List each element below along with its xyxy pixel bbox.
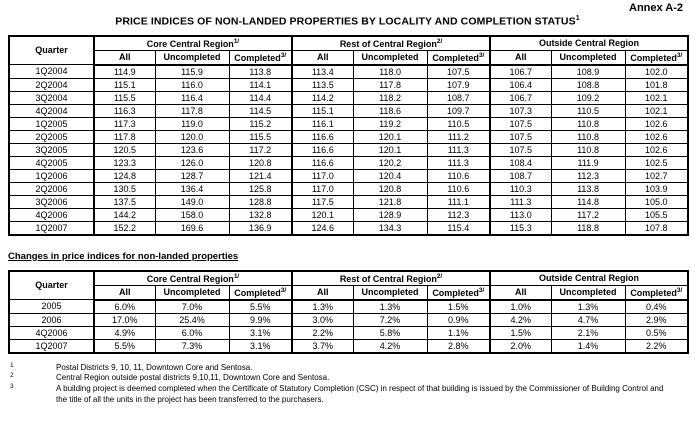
footnote-3 (8, 384, 687, 406)
value-cell: 115.1 (94, 78, 155, 91)
quarter-cell: 2005 (9, 300, 94, 314)
quarter-cell: 1Q2005 (9, 117, 94, 130)
column-header-outside-central-region-uncompleted: Uncompleted (551, 50, 625, 65)
value-cell: 116.1 (292, 117, 353, 130)
value-cell: 144.2 (94, 208, 155, 221)
value-cell: 5.5% (229, 300, 292, 314)
value-cell: 110.6 (427, 182, 490, 195)
table-row-1q2006 (9, 169, 688, 182)
value-cell: 2.1% (551, 326, 625, 339)
value-cell: 115.9 (155, 65, 229, 79)
value-cell: 128.7 (155, 169, 229, 182)
value-cell: 115.1 (292, 104, 353, 117)
value-cell: 120.2 (353, 156, 427, 169)
value-cell: 2.2% (625, 339, 688, 353)
value-cell: 119.0 (155, 117, 229, 130)
value-cell: 110.5 (427, 117, 490, 130)
value-cell: 117.2 (229, 143, 292, 156)
value-cell: 2.2% (292, 326, 353, 339)
footnote-2 (8, 373, 687, 384)
value-cell: 1.3% (551, 300, 625, 314)
value-cell: 9.9% (229, 313, 292, 326)
value-cell: 1.3% (292, 300, 353, 314)
value-cell: 108.8 (551, 78, 625, 91)
value-cell: 114.4 (229, 91, 292, 104)
value-cell: 130.5 (94, 182, 155, 195)
value-cell: 1.1% (427, 326, 490, 339)
value-cell: 120.5 (94, 143, 155, 156)
value-cell: 111.9 (551, 156, 625, 169)
quarter-cell: 1Q2007 (9, 221, 94, 235)
value-cell: 136.9 (229, 221, 292, 235)
price-index-table-body (9, 65, 688, 235)
value-cell: 108.7 (490, 169, 551, 182)
value-cell: 120.1 (353, 130, 427, 143)
value-cell: 2.9% (625, 313, 688, 326)
value-cell: 106.7 (490, 65, 551, 79)
value-cell: 1.5% (427, 300, 490, 314)
value-cell: 149.0 (155, 195, 229, 208)
value-cell: 0.4% (625, 300, 688, 314)
price-index-table-header (9, 36, 688, 65)
value-cell: 117.8 (155, 104, 229, 117)
value-cell: 114.9 (94, 65, 155, 79)
page-title-text: PRICE INDICES OF NON-LANDED PROPERTIES BY LOCALITY AND COMPLETION STATUS (115, 15, 576, 28)
value-cell: 107.5 (490, 117, 551, 130)
value-cell: 112.3 (551, 169, 625, 182)
value-cell: 115.3 (490, 221, 551, 235)
value-cell: 105.0 (625, 195, 688, 208)
value-cell: 112.3 (427, 208, 490, 221)
value-cell: 4.2% (353, 339, 427, 353)
value-cell: 120.8 (353, 182, 427, 195)
column-header-rest-of-central-region-completed: Completed$^{3/}$ (427, 50, 490, 65)
value-cell: 117.2 (551, 208, 625, 221)
value-cell: 110.8 (551, 143, 625, 156)
value-cell: 113.8 (551, 182, 625, 195)
footnote-2-text: Central Region outside postal districts 9,10,11, Downtown Core and Sentosa. (56, 373, 330, 383)
changes-table-body (9, 300, 688, 353)
footnote-3-marker: 3 (10, 383, 14, 391)
value-cell: 108.4 (490, 156, 551, 169)
column-header-core-central-region-uncompleted: Uncompleted (155, 285, 229, 300)
value-cell: 117.8 (94, 130, 155, 143)
changes-table (8, 270, 689, 354)
column-header-rest-of-central-region-uncompleted: Uncompleted (353, 285, 427, 300)
column-header-core-central-region-completed: Completed$^{3/}$ (229, 285, 292, 300)
value-cell: 102.5 (625, 156, 688, 169)
table-row-2q2004 (9, 78, 688, 91)
column-header-quarter: Quarter (9, 36, 94, 65)
value-cell: 109.2 (551, 91, 625, 104)
quarter-cell: 1Q2006 (9, 169, 94, 182)
value-cell: 7.0% (155, 300, 229, 314)
quarter-cell: 3Q2005 (9, 143, 94, 156)
value-cell: 121.4 (229, 169, 292, 182)
value-cell: 137.5 (94, 195, 155, 208)
value-cell: 7.2% (353, 313, 427, 326)
quarter-cell: 4Q2004 (9, 104, 94, 117)
group-header-outside-central-region: Outside Central Region (490, 271, 688, 286)
quarter-cell: 2Q2004 (9, 78, 94, 91)
quarter-cell: 1Q2007 (9, 339, 94, 353)
table-row-2q2005 (9, 130, 688, 143)
value-cell: 113.4 (292, 65, 353, 79)
value-cell: 158.0 (155, 208, 229, 221)
table-row-1q2005 (9, 117, 688, 130)
page-title-footnote-marker: 1 (575, 15, 580, 22)
value-cell: 102.6 (625, 143, 688, 156)
value-cell: 103.9 (625, 182, 688, 195)
table-row-2006 (9, 313, 688, 326)
value-cell: 110.6 (427, 169, 490, 182)
column-header-outside-central-region-completed: Completed$^{3/}$ (625, 50, 688, 65)
price-index-table (8, 35, 689, 236)
value-cell: 102.6 (625, 130, 688, 143)
group-header-core-central-region: Core Central Region$^{1/}$ (94, 271, 292, 286)
value-cell: 111.3 (427, 143, 490, 156)
value-cell: 114.1 (229, 78, 292, 91)
annex-label: Annex A-2 (629, 2, 683, 14)
value-cell: 128.9 (353, 208, 427, 221)
table-row-4q2006 (9, 326, 688, 339)
value-cell: 118.8 (551, 221, 625, 235)
value-cell: 123.3 (94, 156, 155, 169)
table-row-3q2005 (9, 143, 688, 156)
value-cell: 120.0 (155, 130, 229, 143)
value-cell: 120.4 (353, 169, 427, 182)
value-cell: 115.5 (94, 91, 155, 104)
value-cell: 5.5% (94, 339, 155, 353)
value-cell: 2.0% (490, 339, 551, 353)
value-cell: 115.4 (427, 221, 490, 235)
table-row-4q2005 (9, 156, 688, 169)
column-header-outside-central-region-all: All (490, 50, 551, 65)
table-row-1q2007 (9, 339, 688, 353)
value-cell: 128.8 (229, 195, 292, 208)
value-cell: 124.6 (292, 221, 353, 235)
value-cell: 110.5 (551, 104, 625, 117)
value-cell: 116.6 (292, 143, 353, 156)
value-cell: 107.8 (625, 221, 688, 235)
value-cell: 117.8 (353, 78, 427, 91)
value-cell: 116.3 (94, 104, 155, 117)
value-cell: 169.6 (155, 221, 229, 235)
column-header-core-central-region-uncompleted: Uncompleted (155, 50, 229, 65)
value-cell: 134.3 (353, 221, 427, 235)
table-row-4q2004 (9, 104, 688, 117)
value-cell: 126.0 (155, 156, 229, 169)
group-header-outside-central-region: Outside Central Region (490, 36, 688, 51)
section-heading-changes: Changes in price indices for non-landed properties (8, 250, 239, 262)
value-cell: 3.0% (292, 313, 353, 326)
column-header-core-central-region-all: All (94, 285, 155, 300)
value-cell: 102.1 (625, 104, 688, 117)
value-cell: 102.7 (625, 169, 688, 182)
value-cell: 110.8 (551, 130, 625, 143)
table-row-2005 (9, 300, 688, 314)
column-header-rest-of-central-region-uncompleted: Uncompleted (353, 50, 427, 65)
value-cell: 5.8% (353, 326, 427, 339)
value-cell: 113.5 (292, 78, 353, 91)
value-cell: 117.5 (292, 195, 353, 208)
group-header-core-central-region: Core Central Region$^{1/}$ (94, 36, 292, 51)
value-cell: 115.5 (229, 130, 292, 143)
value-cell: 1.0% (490, 300, 551, 314)
quarter-cell: 2Q2005 (9, 130, 94, 143)
value-cell: 114.2 (292, 91, 353, 104)
value-cell: 0.5% (625, 326, 688, 339)
quarter-cell: 4Q2006 (9, 208, 94, 221)
value-cell: 102.0 (625, 65, 688, 79)
value-cell: 114.5 (229, 104, 292, 117)
value-cell: 108.7 (427, 91, 490, 104)
value-cell: 4.2% (490, 313, 551, 326)
column-header-rest-of-central-region-completed: Completed$^{3/}$ (427, 285, 490, 300)
value-cell: 111.3 (490, 195, 551, 208)
value-cell: 120.8 (229, 156, 292, 169)
value-cell: 3.1% (229, 339, 292, 353)
value-cell: 1.4% (551, 339, 625, 353)
value-cell: 107.3 (490, 104, 551, 117)
value-cell: 107.5 (427, 65, 490, 79)
value-cell: 1.5% (490, 326, 551, 339)
group-header-rest-of-central-region: Rest of Central Region$^{2/}$ (292, 36, 490, 51)
column-header-outside-central-region-completed: Completed$^{3/}$ (625, 285, 688, 300)
value-cell: 101.8 (625, 78, 688, 91)
value-cell: 116.6 (292, 130, 353, 143)
value-cell: 114.8 (551, 195, 625, 208)
column-header-outside-central-region-all: All (490, 285, 551, 300)
value-cell: 116.6 (292, 156, 353, 169)
value-cell: 1.3% (353, 300, 427, 314)
table-row-1q2004 (9, 65, 688, 79)
value-cell: 118.0 (353, 65, 427, 79)
column-header-core-central-region-completed: Completed$^{3/}$ (229, 50, 292, 65)
changes-table-header (9, 271, 688, 300)
quarter-cell: 4Q2005 (9, 156, 94, 169)
value-cell: 110.8 (551, 117, 625, 130)
value-cell: 108.9 (551, 65, 625, 79)
value-cell: 106.4 (490, 78, 551, 91)
value-cell: 107.9 (427, 78, 490, 91)
value-cell: 102.1 (625, 91, 688, 104)
column-header-rest-of-central-region-all: All (292, 50, 353, 65)
value-cell: 121.8 (353, 195, 427, 208)
value-cell: 3.1% (229, 326, 292, 339)
value-cell: 113.0 (490, 208, 551, 221)
group-header-rest-of-central-region: Rest of Central Region$^{2/}$ (292, 271, 490, 286)
value-cell: 118.6 (353, 104, 427, 117)
value-cell: 102.6 (625, 117, 688, 130)
value-cell: 118.2 (353, 91, 427, 104)
value-cell: 7.3% (155, 339, 229, 353)
table-row-1q2007 (9, 221, 688, 235)
value-cell: 116.4 (155, 91, 229, 104)
page-title (8, 15, 687, 28)
value-cell: 111.1 (427, 195, 490, 208)
value-cell: 124.8 (94, 169, 155, 182)
value-cell: 106.7 (490, 91, 551, 104)
footnote-1-marker: 1 (10, 361, 14, 369)
value-cell: 113.8 (229, 65, 292, 79)
value-cell: 17.0% (94, 313, 155, 326)
quarter-cell: 2Q2006 (9, 182, 94, 195)
quarter-cell: 1Q2004 (9, 65, 94, 79)
column-header-outside-central-region-uncompleted: Uncompleted (551, 285, 625, 300)
value-cell: 109.7 (427, 104, 490, 117)
value-cell: 117.0 (292, 182, 353, 195)
value-cell: 3.7% (292, 339, 353, 353)
value-cell: 4.7% (551, 313, 625, 326)
value-cell: 125.8 (229, 182, 292, 195)
value-cell: 6.0% (94, 300, 155, 314)
quarter-cell: 4Q2006 (9, 326, 94, 339)
value-cell: 120.1 (292, 208, 353, 221)
footnote-1 (8, 363, 687, 374)
quarter-cell: 3Q2006 (9, 195, 94, 208)
value-cell: 4.9% (94, 326, 155, 339)
value-cell: 136.4 (155, 182, 229, 195)
value-cell: 117.3 (94, 117, 155, 130)
value-cell: 123.6 (155, 143, 229, 156)
value-cell: 107.5 (490, 130, 551, 143)
footnote-1-text: Postal Districts 9, 10, 11, Downtown Core and Sentosa. (56, 362, 253, 372)
value-cell: 119.2 (353, 117, 427, 130)
value-cell: 116.0 (155, 78, 229, 91)
value-cell: 115.2 (229, 117, 292, 130)
footnotes (8, 363, 687, 406)
table-row-3q2004 (9, 91, 688, 104)
value-cell: 111.3 (427, 156, 490, 169)
value-cell: 117.0 (292, 169, 353, 182)
quarter-cell: 2006 (9, 313, 94, 326)
quarter-cell: 3Q2004 (9, 91, 94, 104)
column-header-quarter: Quarter (9, 271, 94, 300)
footnote-2-marker: 2 (10, 372, 14, 380)
value-cell: 152.2 (94, 221, 155, 235)
value-cell: 132.8 (229, 208, 292, 221)
value-cell: 110.3 (490, 182, 551, 195)
table-row-3q2006 (9, 195, 688, 208)
value-cell: 111.2 (427, 130, 490, 143)
value-cell: 105.5 (625, 208, 688, 221)
value-cell: 25.4% (155, 313, 229, 326)
value-cell: 107.5 (490, 143, 551, 156)
value-cell: 120.1 (353, 143, 427, 156)
value-cell: 6.0% (155, 326, 229, 339)
value-cell: 2.8% (427, 339, 490, 353)
value-cell: 0.9% (427, 313, 490, 326)
column-header-core-central-region-all: All (94, 50, 155, 65)
table-row-2q2006 (9, 182, 688, 195)
table-row-4q2006 (9, 208, 688, 221)
column-header-rest-of-central-region-all: All (292, 285, 353, 300)
footnote-3-text: A building project is deemed completed when the Certificate of Statutory Completion (CSC) in respect of that building is issued by the Commissioner of Building Control and the title of all the units in the project has been transferred to the purchasers. (56, 384, 664, 404)
